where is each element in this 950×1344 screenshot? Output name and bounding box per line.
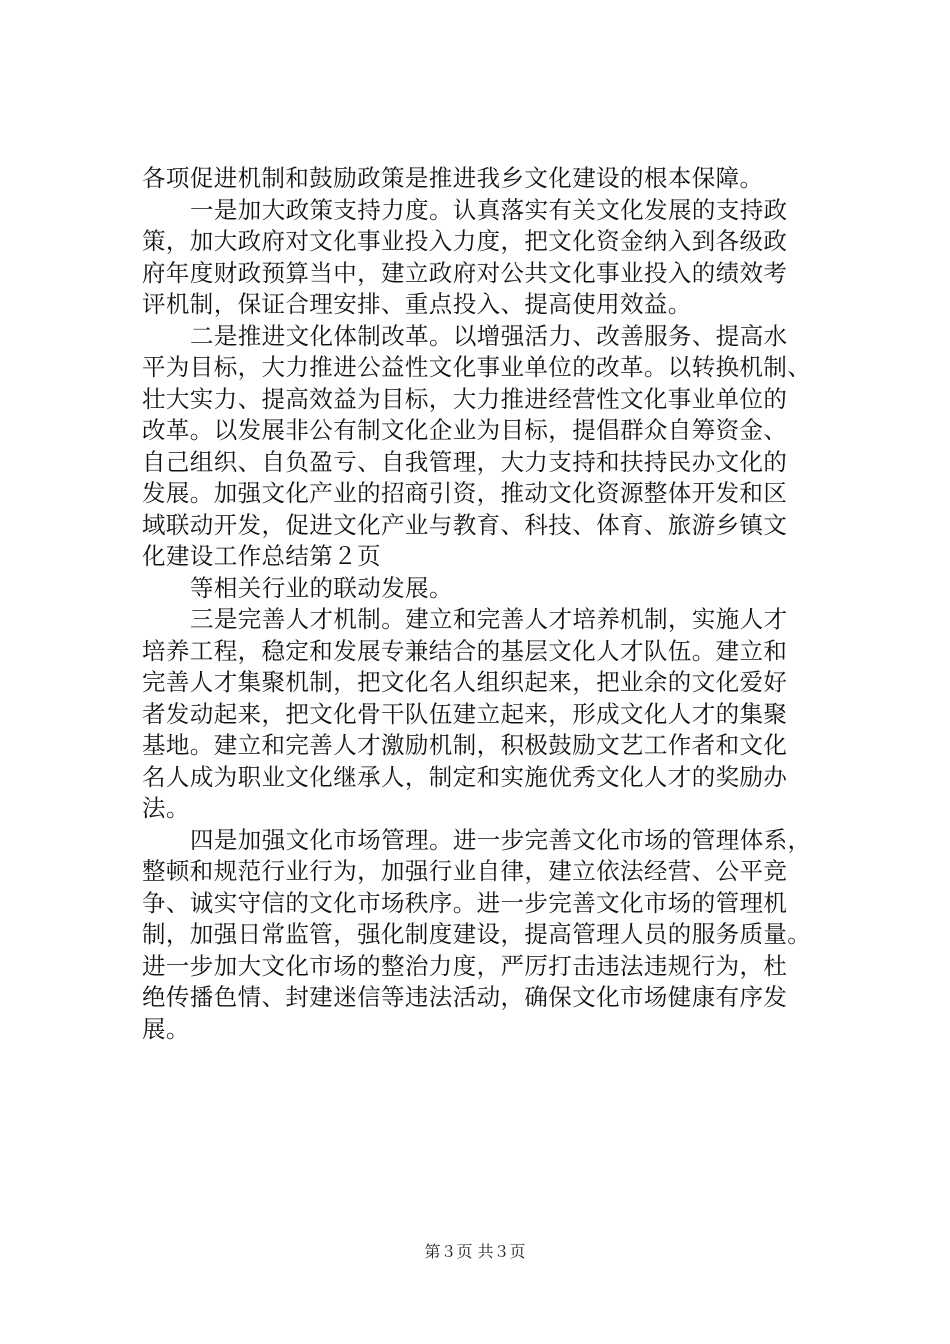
text-line: 绝传播色情、封建迷信等违法活动，确保文化市场健康有序发 [142,983,788,1011]
text-line: 改革。以发展非公有制文化企业为目标，提倡群众自筹资金、 [142,416,788,444]
text-line: 基地。建立和完善人才激励机制，积极鼓励文艺工作者和文化 [142,731,788,759]
text-line: 法。 [142,794,190,822]
text-line: 发展。加强文化产业的招商引资，推动文化资源整体开发和区 [142,479,788,507]
text-line: 整顿和规范行业行为，加强行业自律，建立依法经营、公平竞 [142,857,788,885]
text-line: 域联动开发，促进文化产业与教育、科技、体育、旅游乡镇文 [142,510,788,539]
paragraph-1-start: 一是加大政策支持力度。认真落实有关文化发展的支持政 [190,195,788,224]
paragraph-4-start: 四是加强文化市场管理。进一步完善文化市场的管理体系， [190,825,812,854]
text-line: 完善人才集聚机制，把文化名人组织起来，把业余的文化爱好 [142,668,788,696]
text-line: 制，加强日常监管，强化制度建设，提高管理人员的服务质量。 [142,920,812,948]
continuation-line: 等相关行业的联动发展。 [190,573,453,602]
text-line: 进一步加大文化市场的整治力度，严厉打击违法违规行为，杜 [142,951,788,980]
text-line: 者发动起来，把文化骨干队伍建立起来，形成文化人才的集聚 [142,699,788,728]
text-line: 平为目标，大力推进公益性文化事业单位的改革。以转换机制、 [142,353,812,381]
page-number: 第３页 共３页 [424,1242,526,1261]
text-line: 化建设工作总结第２页 [142,542,381,570]
text-line: 各项促进机制和鼓励政策是推进我乡文化建设的根本保障。 [142,164,764,192]
page-footer [0,1242,950,1262]
paragraph-2-start: 二是推进文化体制改革。以增强活力、改善服务、提高水 [190,321,788,350]
text-line: 府年度财政预算当中，建立政府对公共文化事业投入的绩效考 [142,258,788,287]
document-body [142,163,842,1045]
text-line: 壮大实力、提高效益为目标，大力推进经营性文化事业单位的 [142,384,788,413]
text-line: 培养工程，稳定和发展专兼结合的基层文化人才队伍。建立和 [142,636,788,665]
text-line: 策，加大政府对文化事业投入力度，把文化资金纳入到各级政 [142,227,788,255]
text-line: 展。 [142,1014,190,1043]
text-line: 评机制，保证合理安排、重点投入、提高使用效益。 [142,290,692,318]
text-line: 名人成为职业文化继承人，制定和实施优秀文化人才的奖励办 [142,762,788,791]
text-line: 自己组织、自负盈亏、自我管理，大力支持和扶持民办文化的 [142,447,788,476]
text-line: 争、诚实守信的文化市场秩序。进一步完善文化市场的管理机 [142,888,788,917]
paragraph-3-start: 三是完善人才机制。建立和完善人才培养机制，实施人才 [190,605,788,633]
